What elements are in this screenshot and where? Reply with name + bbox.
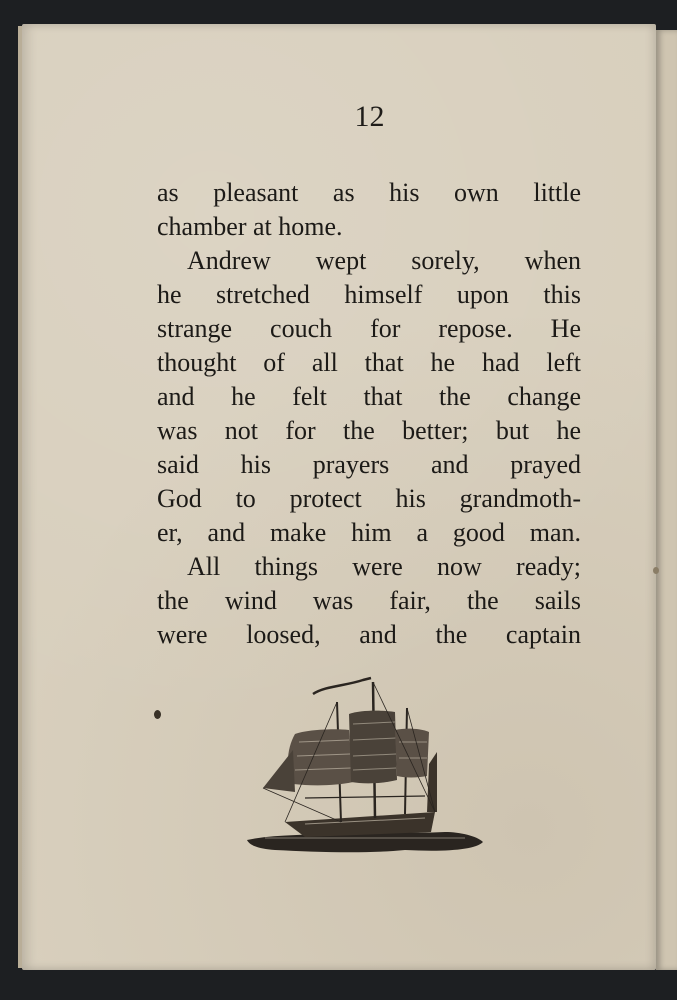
ink-spot xyxy=(653,567,659,574)
text-line: as pleasant as his own little xyxy=(157,178,581,207)
text-line: chamber at home. xyxy=(157,212,343,241)
text-line: was not for the better; but he xyxy=(157,416,581,445)
text-line: God to protect his grandmoth- xyxy=(157,484,581,513)
text-line: er, and make him a good man. xyxy=(157,518,581,547)
text-line: thought of all that he had left xyxy=(157,348,581,377)
text-line: strange couch for repose. He xyxy=(157,314,581,343)
text-line: the wind was fair, the sails xyxy=(157,586,581,615)
text-line: were loosed, and the captain xyxy=(157,620,581,649)
body-text xyxy=(157,176,581,652)
text-line: Andrew wept sorely, when xyxy=(187,246,581,275)
text-line: All things were now ready; xyxy=(187,552,581,581)
text-line: and he felt that the change xyxy=(157,382,581,411)
page-number: 12 xyxy=(354,100,385,133)
sailing-ship-icon xyxy=(245,672,485,860)
text-line: said his prayers and prayed xyxy=(157,450,581,479)
next-page-edge xyxy=(656,30,677,970)
text-line: he stretched himself upon this xyxy=(157,280,581,309)
ink-spot xyxy=(154,710,161,719)
